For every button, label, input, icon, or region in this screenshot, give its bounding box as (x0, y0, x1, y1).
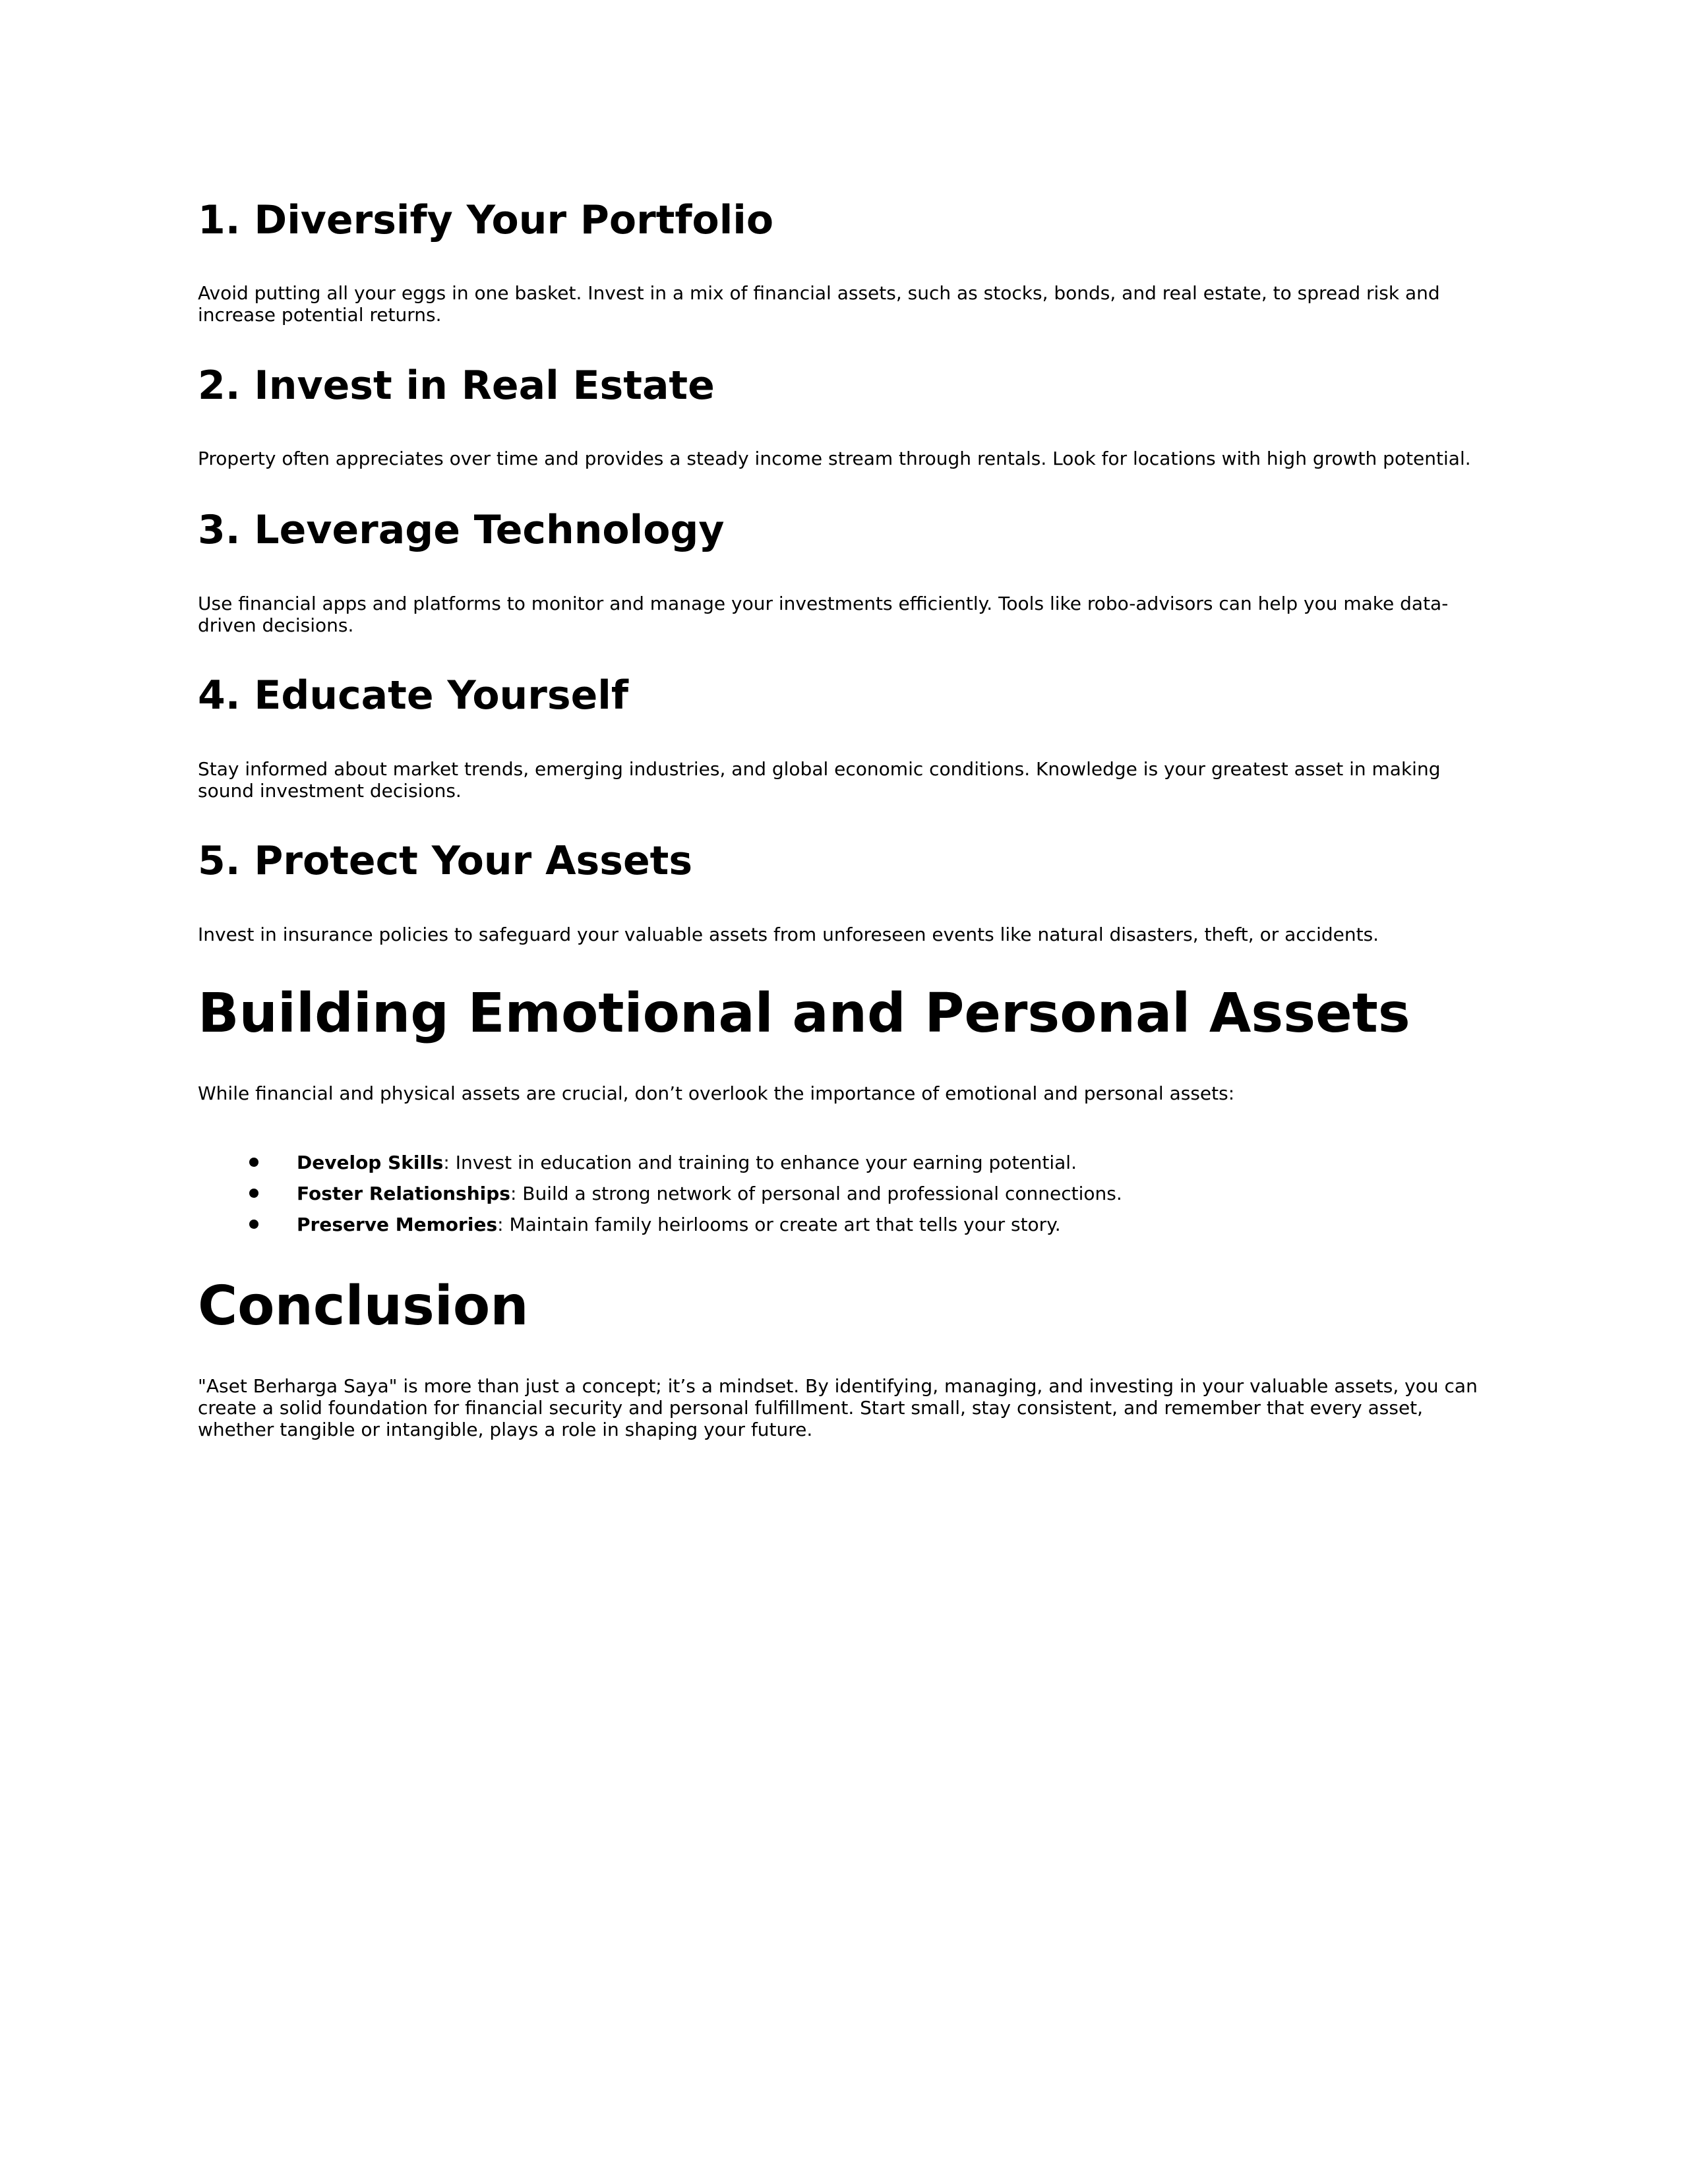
section-heading-diversify: 1. Diversify Your Portfolio (198, 197, 774, 243)
list-item-develop-skills (198, 1147, 1490, 1178)
list-item-term: Foster Relationships (297, 1183, 510, 1204)
bullet-icon (249, 1158, 258, 1167)
list-item-term: Develop Skills (297, 1152, 444, 1173)
bullet-icon (249, 1220, 258, 1229)
list-item-term: Preserve Memories (297, 1214, 498, 1235)
section-heading-real-estate: 2. Invest in Real Estate (198, 363, 715, 409)
section-body-technology: Use financial apps and platforms to monitor and manage your investments efficiently. Tools like robo-advisors can help you make data-driven decisions. (198, 593, 1449, 636)
emotional-assets-list (198, 1147, 1490, 1240)
emotional-assets-intro: While financial and physical assets are crucial, don’t overlook the importance of emotional and personal assets: (198, 1082, 1235, 1104)
bullet-icon (249, 1189, 258, 1198)
section-heading-technology: 3. Leverage Technology (198, 507, 725, 553)
section-body-diversify: Avoid putting all your eggs in one basket. Invest in a mix of financial assets, such as stocks, bonds, and real estate, to spread risk and increase potential returns. (198, 282, 1440, 326)
conclusion-heading: Conclusion (198, 1275, 529, 1338)
list-item-text: : Maintain family heirlooms or create art that tells your story. (497, 1214, 1061, 1235)
list-item-text: : Build a strong network of personal and professional connections. (510, 1183, 1122, 1204)
section-body-real-estate: Property often appreciates over time and provides a steady income stream through rentals. Look for locations with high growth potential. (198, 448, 1471, 469)
section-body-protect: Invest in insurance policies to safeguard your valuable assets from unforeseen events like natural disasters, theft, or accidents. (198, 924, 1379, 945)
section-body-educate: Stay informed about market trends, emerging industries, and global economic conditions. Knowledge is your greatest asset in making sound investment decisions. (198, 758, 1441, 802)
list-item-text: : Invest in education and training to enhance your earning potential. (443, 1152, 1077, 1173)
section-heading-educate: 4. Educate Yourself (198, 672, 628, 719)
conclusion-body: "Aset Berharga Saya" is more than just a concept; it’s a mindset. By identifying, managing, and investing in your valuable assets, you can create a solid foundation for financial security and personal fulfillment. Start small, stay consistent, and remember that every asset, whether tangible or intangible, plays a role in shaping your future. (198, 1375, 1478, 1440)
list-item-foster-relationships (198, 1178, 1490, 1209)
list-item-preserve-memories (198, 1209, 1490, 1240)
emotional-assets-heading: Building Emotional and Personal Assets (198, 982, 1410, 1045)
section-heading-protect: 5. Protect Your Assets (198, 838, 693, 884)
